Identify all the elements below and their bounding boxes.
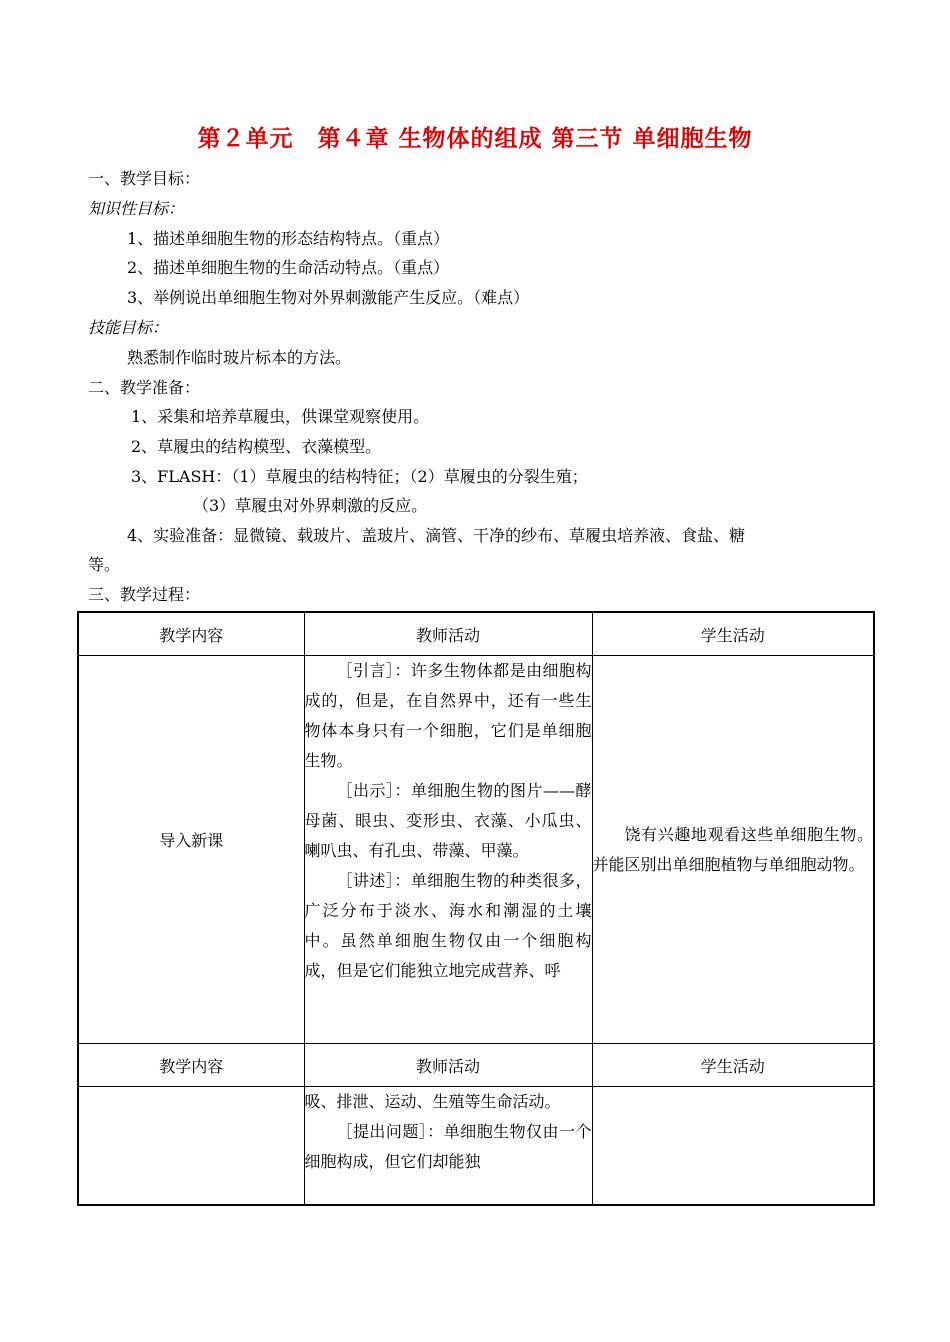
teacher-cell	[304, 1087, 592, 1205]
student-paragraph: 饶有兴趣地观看这些单细胞生物。并能区别出单细胞植物与单细胞动物。	[592, 824, 873, 874]
prep-item: 2、草履虫的结构模型、衣藻模型。	[131, 437, 382, 456]
teacher-paragraph: ［讲述］：单细胞生物的种类很多，广泛分布于淡水、海水和潮湿的土壤中。虽然单细胞生物仅由一个细胞构成，但是它们能独立地完成营养、呼	[304, 871, 592, 980]
content-cell	[78, 1087, 304, 1205]
header-teacher: 教师活动	[304, 612, 592, 656]
header-content: 教学内容	[78, 1044, 304, 1087]
page-title: 第２单元 第４章 生物体的组成 第三节 单细胞生物	[197, 125, 753, 152]
prep-item: （3）草履虫对外界刺激的反应。	[193, 496, 428, 515]
teacher-paragraph: ［引言］：许多生物体都是由细胞构成的，但是，在自然界中，还有一些生物体本身只有一个细胞，它们是单细胞生物。	[304, 661, 592, 770]
section-heading-objectives: 一、教学目标：	[88, 169, 201, 188]
table-header-row	[78, 612, 874, 656]
prep-item: 3、FLASH：（1）草履虫的结构特征；（2）草履虫的分裂生殖；	[131, 467, 588, 486]
header-student: 学生活动	[592, 612, 874, 656]
table-header-row	[78, 1044, 874, 1087]
knowledge-item: 3、举例说出单细胞生物对外界刺激能产生反应。（难点）	[127, 288, 530, 307]
content-cell: 导入新课	[78, 656, 304, 1044]
student-cell	[592, 656, 874, 1044]
knowledge-item: 1、描述单细胞生物的形态结构特点。（重点）	[127, 229, 450, 248]
student-cell	[592, 1087, 874, 1205]
teacher-paragraph: ［提出问题］：单细胞生物仅由一个细胞构成，但它们却能独	[304, 1122, 592, 1171]
header-student: 学生活动	[592, 1044, 874, 1087]
header-teacher: 教师活动	[304, 1044, 592, 1087]
knowledge-item: 2、描述单细胞生物的生命活动特点。（重点）	[127, 258, 450, 277]
process-table	[77, 611, 875, 1206]
knowledge-heading: 知识性目标：	[88, 199, 185, 218]
skill-text: 熟悉制作临时玻片标本的方法。	[127, 348, 352, 367]
prep-item: 4、实验准备：显微镜、载玻片、盖玻片、滴管、干净的纱布、草履虫培养液、食盐、糖	[127, 526, 746, 545]
prep-item: 1、采集和培养草履虫，供课堂观察使用。	[131, 407, 430, 426]
teacher-cell	[304, 656, 592, 1044]
prep-item: 等。	[88, 555, 121, 574]
header-content: 教学内容	[78, 612, 304, 656]
section-heading-process: 三、教学过程：	[88, 585, 201, 604]
skill-heading: 技能目标：	[88, 318, 169, 337]
teacher-paragraph: 吸、排泄、运动、生殖等生命活动。	[304, 1092, 561, 1111]
table-row	[78, 1087, 874, 1205]
section-heading-preparation: 二、教学准备：	[88, 378, 201, 397]
table-row	[78, 656, 874, 1044]
teacher-paragraph: ［出示］：单细胞生物的图片——酵母菌、眼虫、变形虫、衣藻、小瓜虫、喇叭虫、有孔虫、带藻、甲藻。	[304, 781, 592, 860]
